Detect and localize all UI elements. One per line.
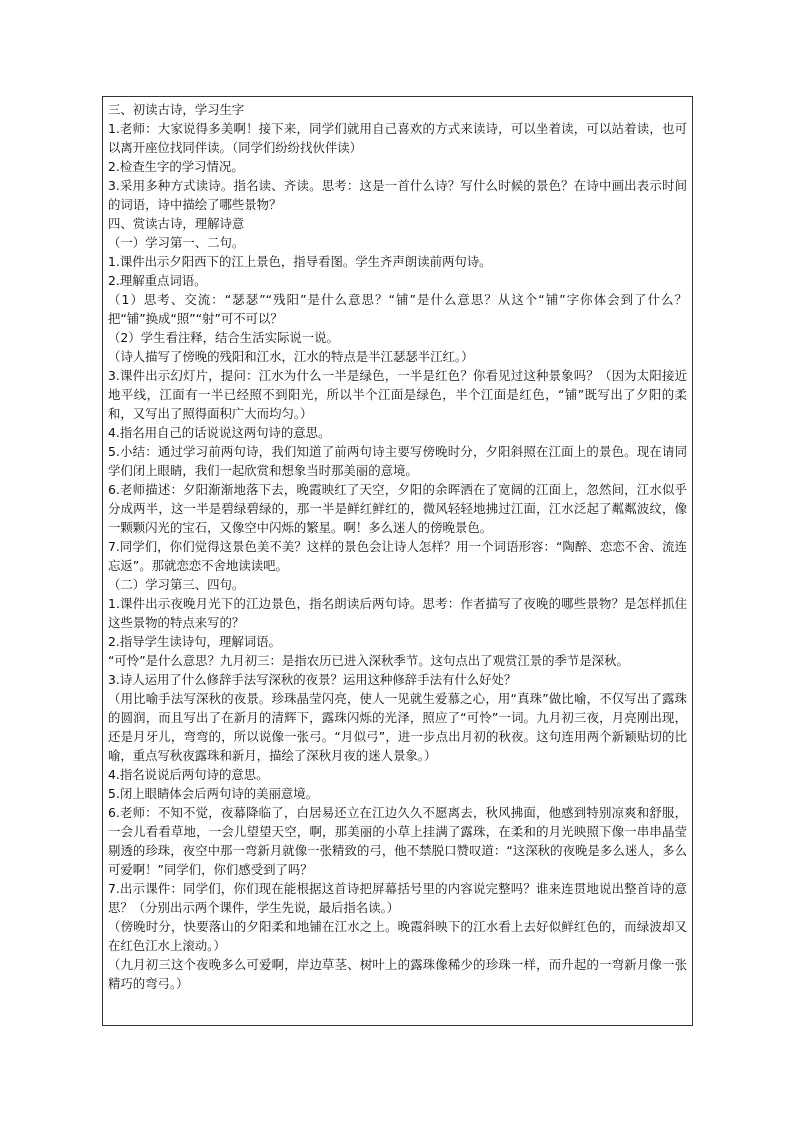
subsection-heading-1: （一）学习第一、二句。	[108, 235, 245, 250]
step-paragraph: 5.小结：通过学习前两句诗，我们知道了前两句诗主要写傍晚时分，夕阳斜照在江面上的景色。现在请同学们闭上眼睛，我们一起欣赏和想象当时那美丽的意境。	[108, 444, 687, 478]
step-paragraph: 2.检查生字的学习情况。	[108, 159, 244, 174]
step-paragraph: 2.指导学生读诗句，理解词语。	[108, 634, 281, 649]
step-paragraph: 3.课件出示幻灯片，提问：江水为什么一半是绿色，一半是红色？你看见过这种景象吗？（因为太阳接近地平线，江面有一半已经照不到阳光，所以半个江面是绿色，半个江面是红色，“铺”既写出了夕阳的柔和，又写出了照得面积广大而均匀。）	[108, 368, 687, 421]
subsection-heading-2: （二）学习第三、四句。	[108, 577, 245, 592]
answer-paragraph: （用比喻手法写深秋的夜景。珍珠晶莹闪亮，使人一见就生爱慕之心，用“真珠”做比喻，不仅写出了露珠的圆润，而且写出了在新月的清辉下，露珠闪烁的光泽，照应了“可怜”一词。九月初三夜，月亮刚出现，还是月牙儿，弯弯的，所以说像一张弓。“月似弓”，进一步点出月初的秋夜。这句连用两个新颖贴切的比喻，重点写秋夜露珠和新月，描绘了深秋月夜的迷人景象。）	[108, 691, 687, 763]
step-paragraph: 5.闭上眼睛体会后两句诗的美丽意境。	[108, 786, 319, 801]
step-paragraph: 1.老师：大家说得多美啊！接下来，同学们就用自己喜欢的方式来读诗，可以坐着读，可以站着读，也可以离开座位找同伴读。（同学们纷纷找伙伴读）	[108, 121, 687, 155]
step-paragraph: 2.理解重点词语。	[108, 273, 207, 288]
step-paragraph: （1）思考、交流：“瑟瑟”“残阳”是什么意思？“铺”是什么意思？从这个“铺”字你体会到了什么？把“铺”换成“照”“射”可不可以？	[108, 292, 687, 326]
step-paragraph: 4.指名说说后两句诗的意思。	[108, 767, 269, 782]
lesson-plan-table	[102, 96, 693, 1026]
answer-paragraph: （诗人描写了傍晚的残阳和江水，江水的特点是半江瑟瑟半江红。）	[108, 349, 474, 364]
step-paragraph: 3.诗人运用了什么修辞手法写深秋的夜景？运用这种修辞手法有什么好处？	[108, 672, 517, 687]
step-paragraph: “可怜”是什么意思？九月初三：是指农历已进入深秋季节。这句点出了观赏江景的季节是深秋。	[108, 653, 629, 668]
step-paragraph: 7.出示课件：同学们，你们现在能根据这首诗把屏幕括号里的内容说完整吗？谁来连贯地说出整首诗的意思？（分别出示两个课件，学生先说，最后指名读。）	[108, 881, 687, 915]
step-paragraph: （2）学生看注释，结合生活实际说一说。	[108, 330, 339, 345]
step-paragraph: 4.指名用自己的话说说这两句诗的意思。	[108, 425, 331, 440]
step-paragraph: 1.课件出示夜晚月光下的江边景色，指名朗读后两句诗。思考：作者描写了夜晚的哪些景物？是怎样抓住这些景物的特点来写的？	[108, 596, 687, 630]
section-heading-4: 四、赏读古诗，理解诗意	[108, 216, 245, 231]
answer-paragraph: （傍晚时分，快要落山的夕阳柔和地铺在江水之上。晚霞斜映下的江水看上去好似鲜红色的，而绿波却又在红色江水上滚动。）	[108, 919, 687, 953]
step-paragraph: 6.老师描述：夕阳渐渐地落下去，晚霞映红了天空，夕阳的余晖洒在了宽阔的江面上，忽然间，江水似乎分成两半，这一半是碧绿碧绿的，那一半是鲜红鲜红的，微风轻轻地拂过江面，江水泛起了粼粼波纹，像一颗颗闪光的宝石，又像空中闪烁的繁星。啊！多么迷人的傍晚景色。	[108, 482, 687, 535]
step-paragraph: 1.课件出示夕阳西下的江上景色，指导看图。学生齐声朗读前两句诗。	[108, 254, 492, 269]
step-paragraph: 6.老师：不知不觉，夜幕降临了，白居易还立在江边久久不愿离去，秋风拂面，他感到特别凉爽和舒服，一会儿看看草地，一会儿望望天空，啊，那美丽的小草上挂满了露珠，在柔和的月光映照下像一串串晶莹剔透的珍珠，夜空中那一弯新月就像一张精致的弓，他不禁脱口赞叹道：“这深秋的夜晚是多么迷人，多么可爱啊！”同学们，你们感受到了吗？	[108, 805, 687, 877]
step-paragraph: 7.同学们，你们觉得这景色美不美？这样的景色会让诗人怎样？用一个词语形容：“陶醉、恋恋不舍、流连忘返”。那就恋恋不舍地读读吧。	[108, 539, 687, 573]
answer-paragraph: （九月初三这个夜晚多么可爱啊，岸边草茎、树叶上的露珠像稀少的珍珠一样，而升起的一弯新月像一张精巧的弯弓。）	[108, 957, 687, 991]
step-paragraph: 3.采用多种方式读诗。指名读、齐读。思考：这是一首什么诗？写什么时候的景色？在诗中画出表示时间的词语，诗中描绘了哪些景物？	[108, 178, 687, 212]
section-heading-3: 三、初读古诗，学习生字	[108, 102, 245, 117]
